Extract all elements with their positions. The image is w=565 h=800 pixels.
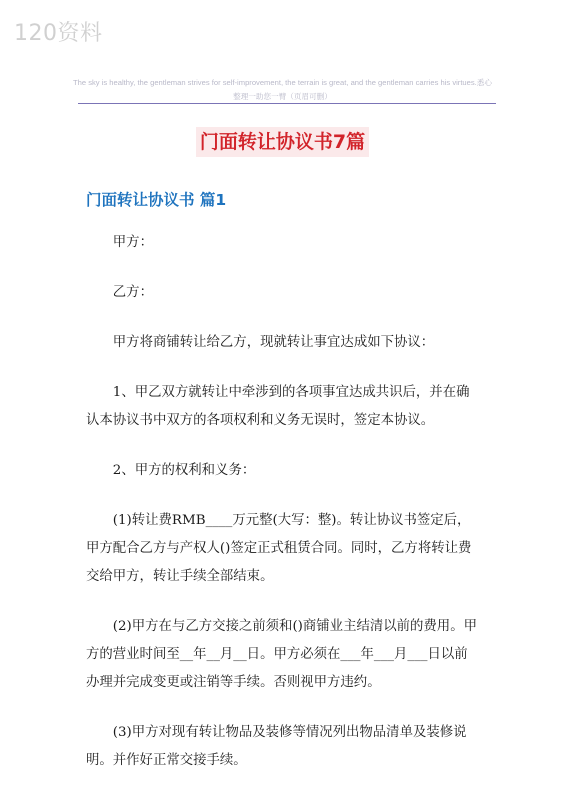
paragraph-item-1: (1)转让费RMB____万元整(大写：整)。转让协议书签定后，甲方配合乙方与产权人()签定正式租赁合同。同时，乙方将转让费交给甲方，转让手续全部结束。 [86,513,472,584]
header-divider [78,103,496,104]
watermark-logo: 120资料 [14,21,103,46]
paragraph-party-a: 甲方： [112,235,153,250]
paragraph-item-3: (3)甲方对现有转让物品及装修等情况列出物品清单及装修说明。并作好正常交接手续。 [86,725,467,768]
header-tagline: The sky is healthy, the gentleman strives for self-improvement, the terrain is great, and the gentleman carries his virtues.悉心整理一助您一臂（页眉可删） [73,78,492,101]
document-title [0,118,565,157]
paragraph-item-2: (2)甲方在与乙方交接之前须和()商铺业主结清以前的费用。甲方的营业时间至__年__月__日。甲方必须在___年___月___日以前办理并完成变更或注销等手续。否则视甲方违约。 [86,619,477,690]
paragraph-intro: 甲方将商铺转让给乙方，现就转让事宜达成如下协议： [112,335,435,350]
section-heading: 门面转让协议书 篇1 [86,191,227,209]
paragraph-party-b: 乙方： [112,285,153,300]
paragraph-clause-1: 1、甲乙双方就转让中牵涉到的各项事宜达成共识后，并在确认本协议书中双方的各项权利和义务无误时，签定本协议。 [86,385,470,428]
document-title-text: 门面转让协议书7篇 [196,127,369,157]
paragraph-clause-2: 2、甲方的权利和义务： [112,463,256,478]
document-body [86,229,480,797]
